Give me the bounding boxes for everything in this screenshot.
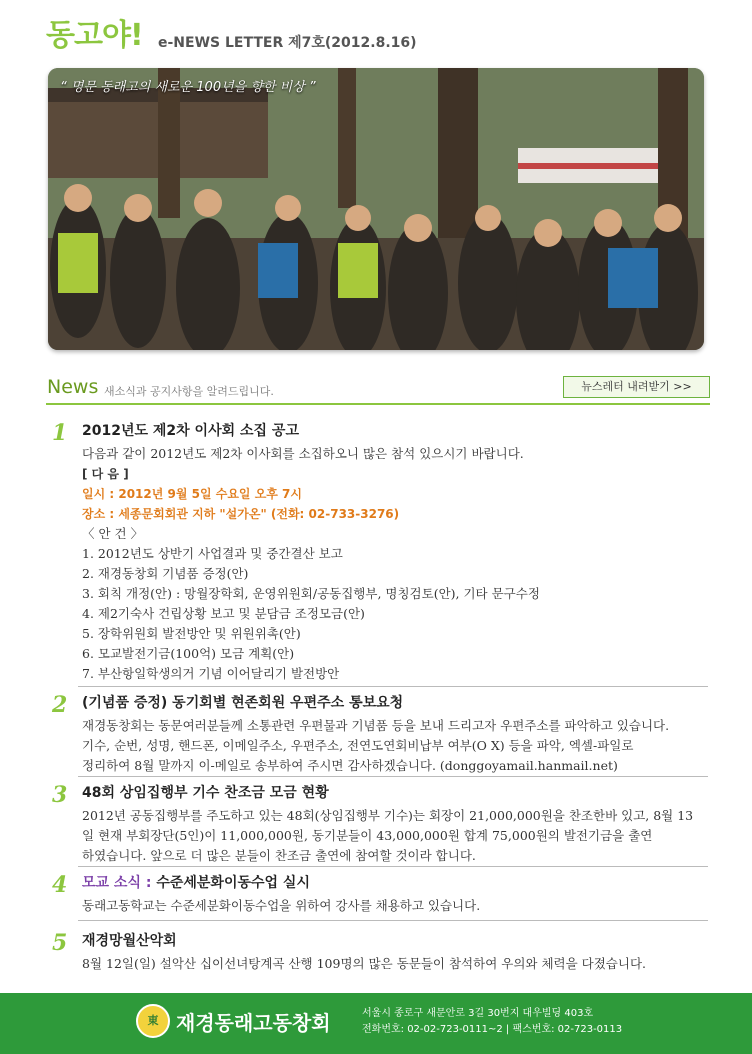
hero-tagline: “ 명문 동래고의 새로운 100년을 향한 비상 ” [60,80,316,95]
item-title-prefix: 모교 소식 : [82,875,157,891]
item-body [82,954,646,974]
hikers-photo-illustration [48,68,704,350]
item-body [82,896,480,916]
footer-contact [362,1006,622,1038]
issue-label: e-NEWS LETTER 제7호(2012.8.16) [158,35,417,51]
item-title-text: 수준세분화이동수업 실시 [156,875,310,891]
item-number: 5 [52,930,68,956]
item-body [82,806,693,866]
item-number: 2 [52,692,68,718]
body-line: 8월 12일(일) 설악산 십이선녀탕계곡 산행 109명의 많은 동문들이 참석하여 우의와 체력을 다졌습니다. [82,956,647,971]
agenda-item: 7. 부산항일학생의거 기념 이어달리기 발전방안 [82,666,340,681]
hero-photo [48,68,704,350]
item-separator [78,686,708,687]
body-line: 동래고동학교는 수준세분화이동수업을 위하여 강사를 채용하고 있습니다. [82,898,481,913]
item-separator [78,920,708,921]
body-line: 〈 안 건 〉 [82,526,144,541]
item-number: 1 [52,420,68,446]
agenda-item: 5. 장학위원회 발전방안 및 위원위촉(안) [82,626,301,641]
body-line: 다음과 같이 2012년도 제2차 이사회를 소집하오니 많은 참석 있으시기 바랍니다. [82,446,524,461]
agenda-item: 4. 제2기숙사 건립상황 보고 및 분담금 조정모금(안) [82,606,365,621]
body-line: 정리하여 8월 말까지 이-메일로 송부하여 주시면 감사하겠습니다. (donggoyamail.hanmail.net) [82,758,618,773]
item-number: 3 [52,782,68,808]
news-section-title: News [47,376,99,398]
header [0,0,752,64]
agenda-item: 6. 모교발전기금(100억) 모금 계획(안) [82,646,295,661]
item-body [82,716,669,776]
body-line: 재경동창회는 동문여러분들께 소통관련 우편물과 기념품 등을 보내 드리고자 우편주소를 파악하고 있습니다. [82,718,670,733]
meeting-date: 일시 : 2012년 9월 5일 수요일 오후 7시 [82,487,303,501]
body-line: [ 다 음 ] [82,467,129,481]
footer-phone: 전화번호: 02-02-723-0111~2 | 팩스번호: 02-723-0113 [362,1024,623,1035]
agenda-item: 3. 회칙 개정(안) : 망월장학회, 운영위원회/공동집행부, 명칭검토(안), 기타 문구수정 [82,586,540,601]
body-line: 일 현재 부회장단(5인)이 11,000,000원, 동기분들이 43,000,000원 합계 75,000원의 발전기금을 출연 [82,828,653,843]
footer-org-name: 재경동래고동창회 [176,1011,331,1035]
item-title[interactable] [82,872,310,892]
item-title[interactable]: (기념품 증정) 동기회별 현존회원 우편주소 통보요청 [82,695,404,711]
news-divider [46,403,710,405]
item-number: 4 [52,872,68,898]
newsletter-download-button[interactable]: 뉴스레터 내려받기 >> [563,376,710,398]
meeting-place: 장소 : 세종문회회관 지하 "설가온" (전화: 02-733-3276) [82,507,400,521]
newsletter-logo: 동고야! [46,18,143,53]
item-title[interactable]: 2012년도 제2차 이사회 소집 공고 [82,423,299,439]
body-line: 기수, 순번, 성명, 핸드폰, 이메일주소, 우편주소, 전연도연회비납부 여부(O X) 등을 파악, 엑셀-파일로 [82,738,634,753]
body-line: 2012년 공동집행부를 주도하고 있는 48회(상임집행부 기수)는 회장이 21,000,000원을 찬조한바 있고, 8월 13 [82,808,694,823]
item-separator [78,776,708,777]
item-body [82,444,540,684]
agenda-item: 2. 재경동창회 기념품 증정(안) [82,566,249,581]
footer-address: 서울시 종로구 새문안로 3길 30번지 대우빌딩 403호 [362,1008,594,1019]
item-title[interactable]: 48회 상임집행부 기수 찬조금 모금 현황 [82,785,329,801]
news-section-subtitle: 새소식과 공지사항을 알려드립니다. [104,385,274,398]
item-separator [78,866,708,867]
agenda-item: 1. 2012년도 상반기 사업결과 및 중간결산 보고 [82,546,343,561]
item-title[interactable]: 재경망월산악회 [82,933,177,949]
school-emblem-icon: 東 [136,1004,170,1038]
body-line: 하였습니다. 앞으로 더 많은 분들이 찬조금 출연에 참여할 것이라 합니다. [82,848,476,863]
